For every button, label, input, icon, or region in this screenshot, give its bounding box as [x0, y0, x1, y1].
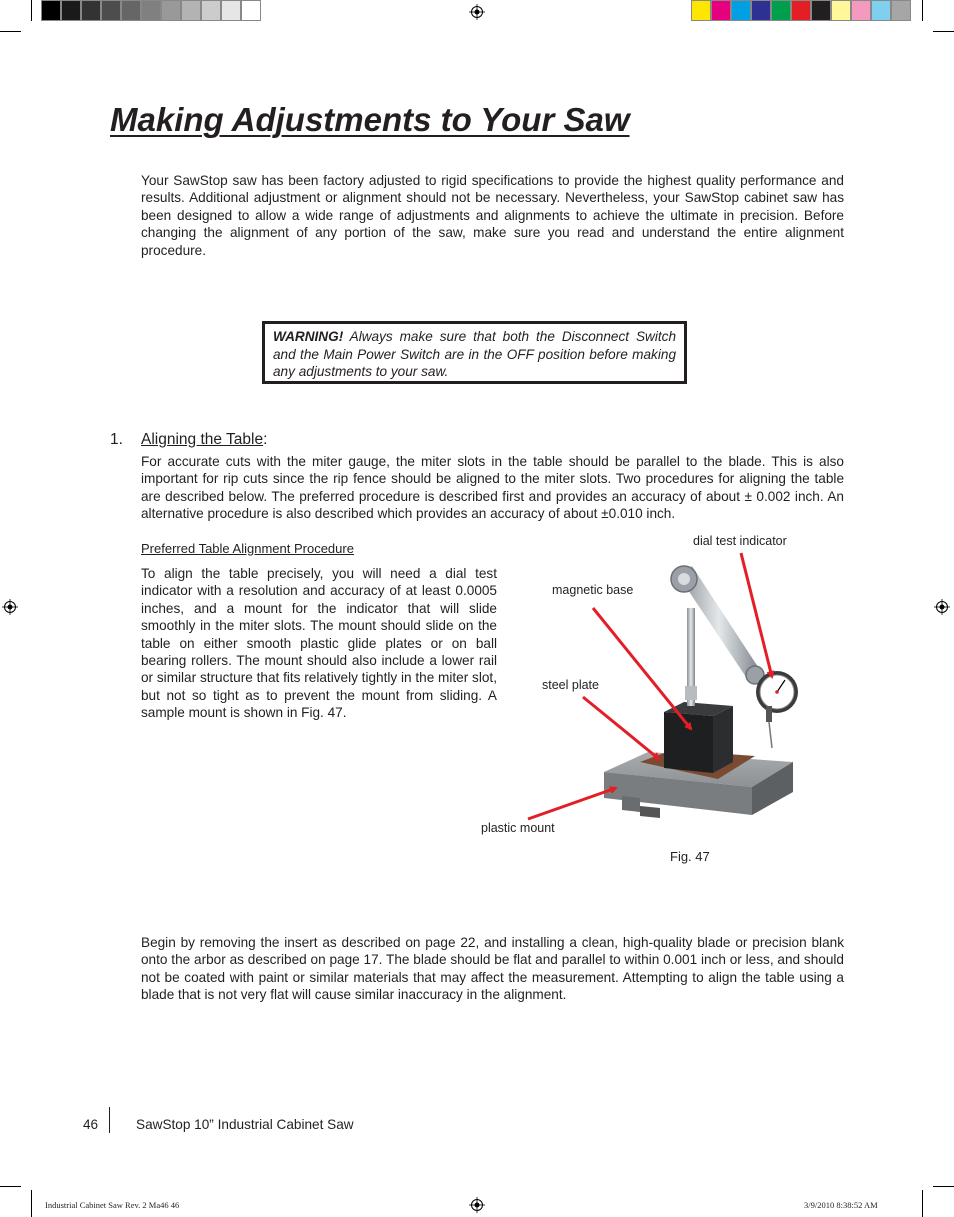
arrow-steel: [583, 697, 659, 759]
subheading: Preferred Table Alignment Procedure: [141, 541, 354, 556]
warning-label: WARNING!: [273, 329, 344, 344]
process-swatch: [791, 0, 811, 21]
procedure-paragraph: To align the table precisely, you will need a dial test indicator with a resolution and accuracy of at least 0.0005 inches, and a mount for the indicator that will slide smoothly in the miter slots. The mount should slide on the table on either smooth plastic glide plates or on ball bearing rollers. The mount should also include a lower rail or similar structure that fits relatively tightly in the miter slot, but not so tight as to prevent the mount from sliding. A sample mount is shown in Fig. 47.: [141, 566, 497, 721]
process-color-bar: [691, 0, 911, 21]
crop-mark: [31, 0, 32, 21]
gray-swatch: [81, 0, 101, 21]
section-number: 1.: [110, 431, 123, 448]
process-swatch: [771, 0, 791, 21]
process-swatch: [691, 0, 711, 21]
closing-paragraph: Begin by removing the insert as described on page 22, and installing a clean, high-quality blade or precision blank onto the arbor as described on page 17. The blade should be flat and parallel to within 0.001 inch or less, and should not be coated with paint or similar materials that may affect the measurement. Attempting to align the table using a blade that is not very flat will cause similar inaccuracy in the alignment.: [141, 935, 844, 1003]
registration-mark-icon: [934, 599, 950, 615]
process-swatch: [851, 0, 871, 21]
section-heading-text: Aligning the Table: [141, 431, 264, 448]
gray-swatch: [201, 0, 221, 21]
slug-right: 3/9/2010 8:38:52 AM: [804, 1200, 878, 1210]
figure-caption: Fig. 47: [670, 849, 710, 864]
crop-mark: [933, 1186, 954, 1187]
process-swatch: [711, 0, 731, 21]
crop-mark: [0, 1186, 21, 1187]
label-plastic-mount: plastic mount: [481, 821, 555, 835]
page-title: Making Adjustments to Your Saw: [110, 101, 630, 138]
warning-text: Always make sure that both the Disconnect Switch and the Main Power Switch are in the OFF position before making any adjustments to your saw.: [273, 329, 676, 379]
gray-swatch: [101, 0, 121, 21]
process-swatch: [871, 0, 891, 21]
gray-swatch: [41, 0, 61, 21]
process-swatch: [891, 0, 911, 21]
page-number: 46: [83, 1117, 99, 1132]
gray-swatch: [141, 0, 161, 21]
crop-mark: [0, 31, 21, 32]
crop-mark: [933, 31, 954, 32]
slug-left: Industrial Cabinet Saw Rev. 2 Ma46 46: [45, 1200, 180, 1210]
grayscale-color-bar: [41, 0, 261, 21]
gray-swatch: [181, 0, 201, 21]
gray-swatch: [241, 0, 261, 21]
crop-mark: [922, 1190, 923, 1217]
warning-box: [262, 321, 687, 384]
label-steel-plate: steel plate: [542, 678, 599, 692]
gray-swatch: [221, 0, 241, 21]
crop-mark: [31, 1190, 32, 1217]
gray-swatch: [121, 0, 141, 21]
label-magnetic-base: magnetic base: [552, 583, 634, 597]
label-dial-indicator: dial test indicator: [693, 534, 787, 548]
process-swatch: [731, 0, 751, 21]
gray-swatch: [161, 0, 181, 21]
arrow-dial: [741, 553, 772, 677]
section-heading: [141, 431, 267, 449]
process-swatch: [811, 0, 831, 21]
gray-swatch: [61, 0, 81, 21]
section-body: For accurate cuts with the miter gauge, the miter slots in the table should be parallel to the blade. This is also important for rip cuts since the rip fence should be aligned to the miter slots. Two procedures for aligning the table are described below. The preferred procedure is described first and provides an accuracy of about ± 0.002 inch. An alternative procedure is also described which provides an accuracy of about ±0.010 inch.: [141, 454, 844, 522]
registration-mark-icon: [469, 1197, 485, 1213]
arrow-plastic: [528, 788, 616, 819]
process-swatch: [751, 0, 771, 21]
book-title: SawStop 10” Industrial Cabinet Saw: [136, 1117, 354, 1132]
section-heading-colon: :: [263, 431, 268, 448]
registration-mark-icon: [2, 599, 18, 615]
arrow-magnetic: [593, 608, 691, 729]
crop-mark: [922, 0, 923, 21]
callout-arrows: [470, 530, 830, 850]
footer-divider: [109, 1107, 110, 1133]
process-swatch: [831, 0, 851, 21]
registration-mark-icon: [469, 4, 485, 20]
intro-paragraph: Your SawStop saw has been factory adjusted to rigid specifications to provide the highest quality performance and results. Additional adjustment or alignment should not be necessary. Nevertheless, your SawStop cabinet saw has been designed to allow a wide range of adjustments and alignments to achieve the ultimate in precision. Before changing the alignment of any portion of the saw, make sure you read and understand the entire alignment procedure.: [141, 173, 844, 258]
